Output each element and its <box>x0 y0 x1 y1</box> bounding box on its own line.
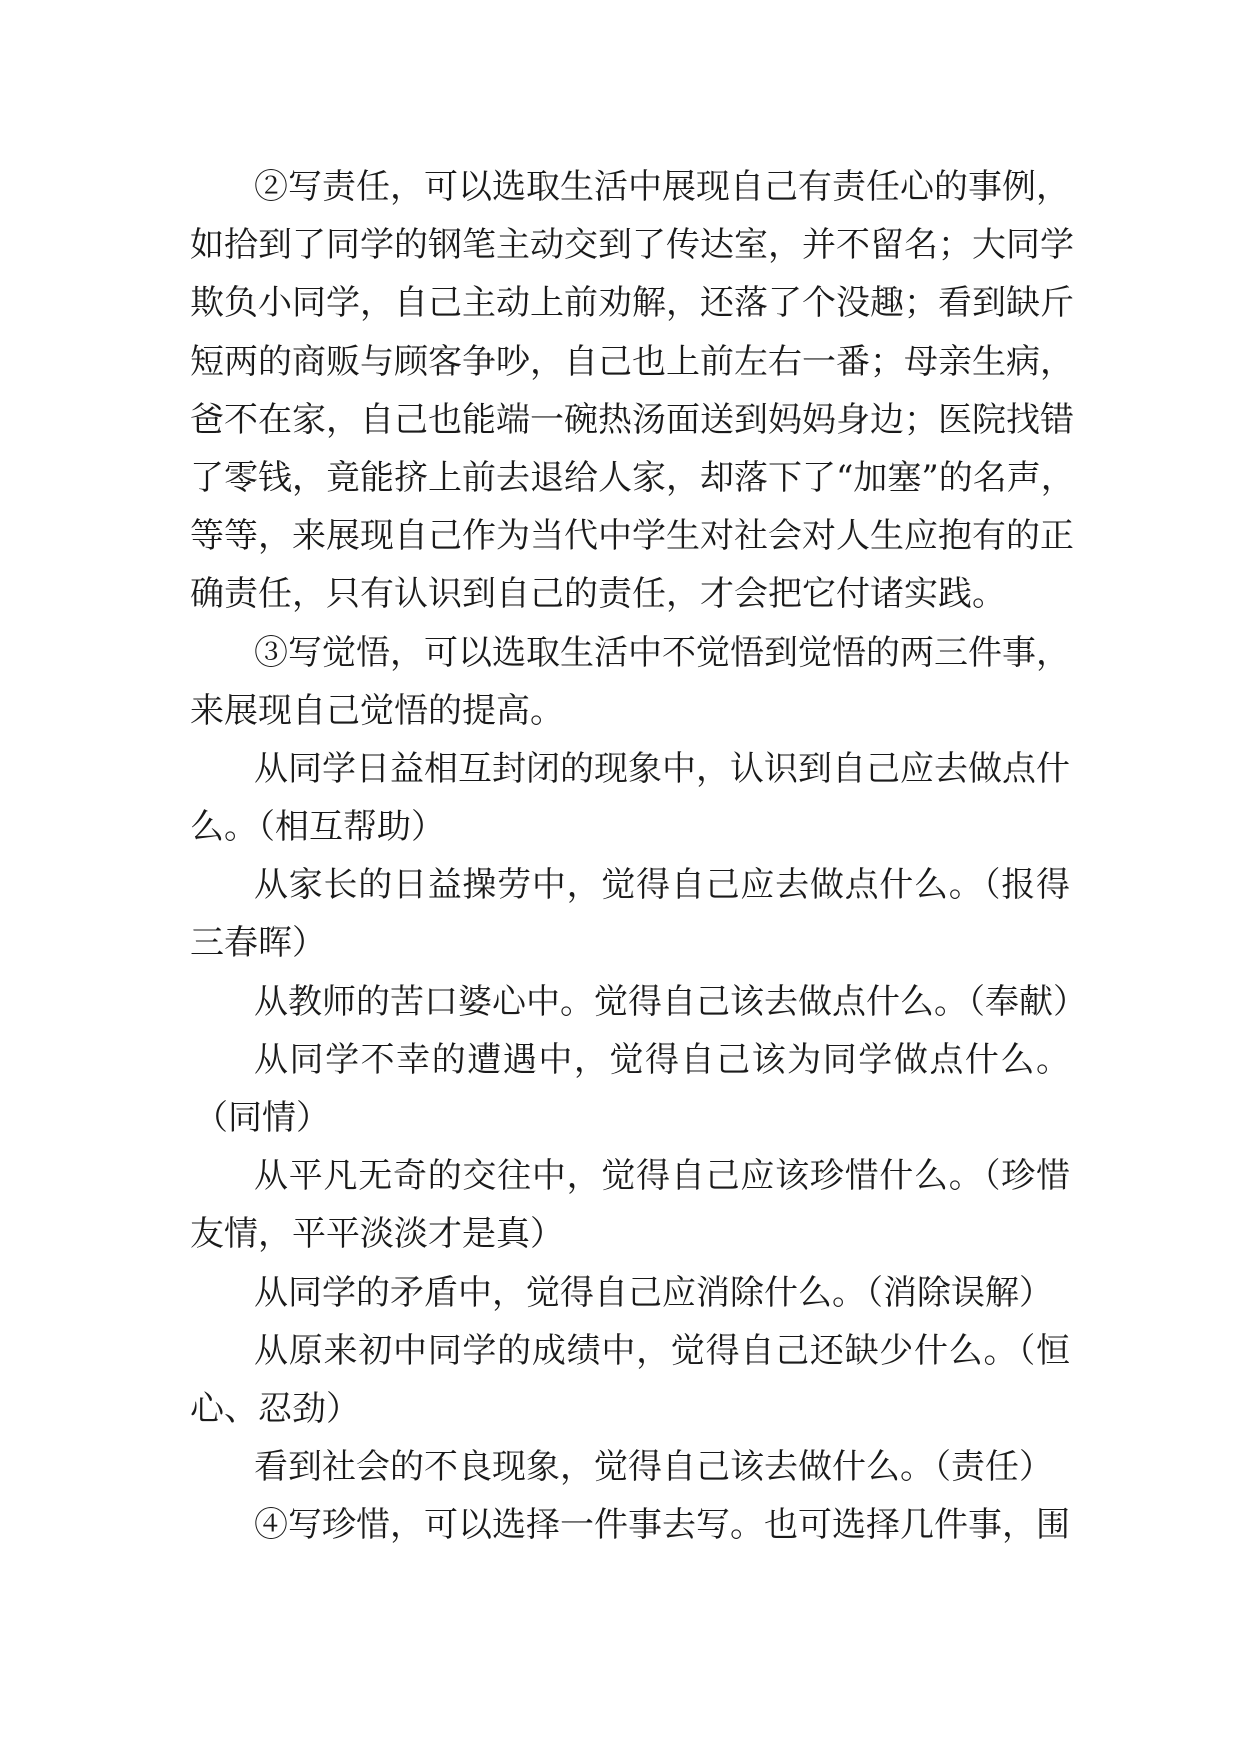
text-line: 从同学的矛盾中，觉得自己应消除什么。（消除误解） <box>254 1272 1053 1313</box>
text-line: ③写觉悟，可以选取生活中不觉悟到觉悟的两三件事， <box>254 632 1070 673</box>
text-line: 从同学日益相互封闭的现象中，认识到自己应去做点什 <box>254 748 1070 789</box>
text-line: 从家长的日益操劳中，觉得自己应去做点什么。（报得 <box>254 865 1070 906</box>
text-line: 从教师的苦口婆心中。觉得自己该去做点什么。（奉献） <box>254 981 1087 1022</box>
text-line: 确责任，只有认识到自己的责任，才会把它付诸实践。 <box>190 574 1006 615</box>
text-line: ②写责任，可以选取生活中展现自己有责任心的事例， <box>254 167 1070 207</box>
body-text <box>190 158 1087 1555</box>
text-line: 了零钱，竟能挤上前去退给人家，却落下了“加塞”的名声， <box>190 457 1075 498</box>
text-line: （同情） <box>194 1098 330 1138</box>
text-line: ④写珍惜，可以选择一件事去写。也可选择几件事，围 <box>254 1505 1070 1546</box>
text-line: 来展现自己觉悟的提高。 <box>190 690 564 731</box>
text-line: 看到社会的不良现象，觉得自己该去做什么。（责任） <box>254 1447 1053 1488</box>
text-line: 友情，平平淡淡才是真） <box>190 1214 564 1255</box>
text-line: 从同学不幸的遭遇中，觉得自己该为同学做点什么。 <box>254 1039 1070 1080</box>
text-line: 如拾到了同学的钢笔主动交到了传达室，并不留名；大同学 <box>190 225 1074 266</box>
text-line: 从平凡无奇的交往中，觉得自己应该珍惜什么。（珍惜 <box>254 1156 1070 1197</box>
text-line: 爸不在家，自己也能端一碗热汤面送到妈妈身边；医院找错 <box>190 399 1074 440</box>
text-line: 欺负小同学，自己主动上前劝解，还落了个没趣；看到缺斤 <box>190 283 1074 324</box>
text-line: 三春晖） <box>190 923 326 964</box>
text-line: 么。（相互帮助） <box>190 807 445 848</box>
text-line: 短两的商贩与顾客争吵，自己也上前左右一番；母亲生病， <box>190 341 1074 382</box>
text-line: 等等，来展现自己作为当代中学生对社会对人生应抱有的正 <box>190 516 1074 557</box>
text-line: 心、忍劲） <box>190 1388 360 1429</box>
text-line: 从原来初中同学的成绩中，觉得自己还缺少什么。（恒 <box>254 1330 1070 1371</box>
